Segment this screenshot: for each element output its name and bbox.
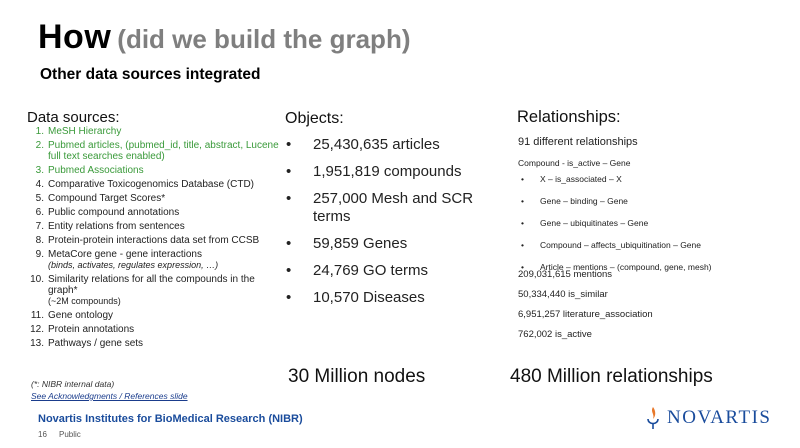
item-note: (binds, activates, regulates expression, …) — [48, 260, 219, 270]
item-text: Protein-protein interactions data set from CCSB — [48, 235, 260, 246]
data-source-item — [24, 338, 279, 349]
item-text: Similarity relations for all the compounds in the graph* — [48, 274, 255, 296]
data-source-item — [24, 310, 279, 321]
relationship-stat: 209,031,615 mentions — [518, 269, 613, 280]
slide-title — [38, 20, 410, 54]
data-source-item — [24, 193, 279, 204]
classification-label: Public — [59, 430, 81, 439]
item-number: 12. — [30, 324, 44, 335]
relationship-item: • X – is_associated – X — [518, 174, 768, 185]
data-source-item — [24, 324, 279, 335]
data-source-item — [24, 221, 279, 232]
nodes-total: 30 Million nodes — [288, 366, 426, 387]
footnote: (*: NIBR internal data) — [31, 379, 115, 389]
item-text: Pathways / gene sets — [48, 338, 144, 349]
objects-list — [286, 136, 496, 316]
item-number: 8. — [35, 235, 44, 246]
item-number: 10. — [30, 274, 44, 285]
object-item: • 25,430,635 articles — [286, 136, 496, 154]
acknowledgments-link[interactable]: See Acknowledgments / References slide — [31, 391, 188, 401]
logo-text: NOVARTIS — [667, 407, 772, 428]
data-source-item — [24, 179, 279, 190]
relationship-item: • Compound – affects_ubiquitination – Gene — [518, 240, 768, 251]
item-number: 13. — [30, 338, 44, 349]
item-text: MetaCore gene - gene interactions — [48, 249, 202, 260]
data-source-item — [24, 235, 279, 246]
item-number: 3. — [35, 165, 44, 176]
object-item: • 59,859 Genes — [286, 235, 496, 253]
relationship-stat: 6,951,257 literature_association — [518, 309, 653, 320]
object-item: • 257,000 Mesh and SCR terms — [286, 190, 496, 226]
relationship-item: • Gene – ubiquitinates – Gene — [518, 218, 768, 229]
object-item: • 24,769 GO terms — [286, 262, 496, 280]
item-text: Protein annotations — [48, 324, 135, 335]
item-text: Pubmed Associations — [48, 165, 144, 176]
relationship-count: 91 different relationships — [518, 136, 638, 148]
item-number: 1. — [35, 126, 44, 137]
data-source-item — [24, 249, 279, 271]
slide-subtitle: Other data sources integrated — [40, 66, 261, 83]
title-main: How — [38, 18, 112, 56]
item-number: 5. — [35, 193, 44, 204]
item-note: (~2M compounds) — [48, 296, 121, 306]
item-text: Comparative Toxicogenomics Database (CTD) — [48, 179, 255, 190]
item-number: 4. — [35, 179, 44, 190]
relationship-list — [518, 174, 768, 284]
page-number: 16 — [38, 430, 47, 439]
item-number: 7. — [35, 221, 44, 232]
title-sub: (did we build the graph) — [117, 24, 411, 54]
relationships-total: 480 Million relationships — [510, 366, 713, 387]
relationships-heading: Relationships: — [517, 108, 621, 126]
data-source-item — [24, 165, 279, 176]
data-source-item — [24, 207, 279, 218]
item-number: 11. — [30, 310, 44, 321]
data-sources-heading: Data sources: — [27, 109, 120, 126]
item-text: Compound Target Scores* — [48, 193, 166, 204]
item-number: 9. — [35, 249, 44, 260]
data-source-item — [24, 274, 279, 307]
relationship-item: • Gene – binding – Gene — [518, 196, 768, 207]
relationship-stat: 50,334,440 is_similar — [518, 289, 608, 300]
objects-heading: Objects: — [285, 110, 344, 127]
novartis-flame-icon — [645, 405, 661, 431]
item-text: Public compound annotations — [48, 207, 180, 218]
relationship-stat: 762,002 is_active — [518, 329, 592, 340]
object-item: • 10,570 Diseases — [286, 289, 496, 307]
item-text: Entity relations from sentences — [48, 221, 185, 232]
data-source-item — [24, 126, 279, 137]
item-text: Pubmed articles, (pubmed_id, title, abstract, Lucene full text searches enabled) — [48, 140, 279, 162]
footer-organization: Novartis Institutes for BioMedical Research (NIBR) — [38, 413, 303, 425]
object-item: • 1,951,819 compounds — [286, 163, 496, 181]
relationship-item: • Article – mentions – (compound, gene, mesh) — [518, 262, 768, 273]
novartis-logo — [645, 405, 771, 431]
item-text: Gene ontology — [48, 310, 114, 321]
item-text: MeSH Hierarchy — [48, 126, 122, 137]
item-number: 2. — [35, 140, 44, 151]
relationship-example: Compound - is_active – Gene — [518, 158, 631, 168]
data-source-item — [24, 140, 279, 162]
data-sources-list — [24, 126, 279, 352]
item-number: 6. — [35, 207, 44, 218]
